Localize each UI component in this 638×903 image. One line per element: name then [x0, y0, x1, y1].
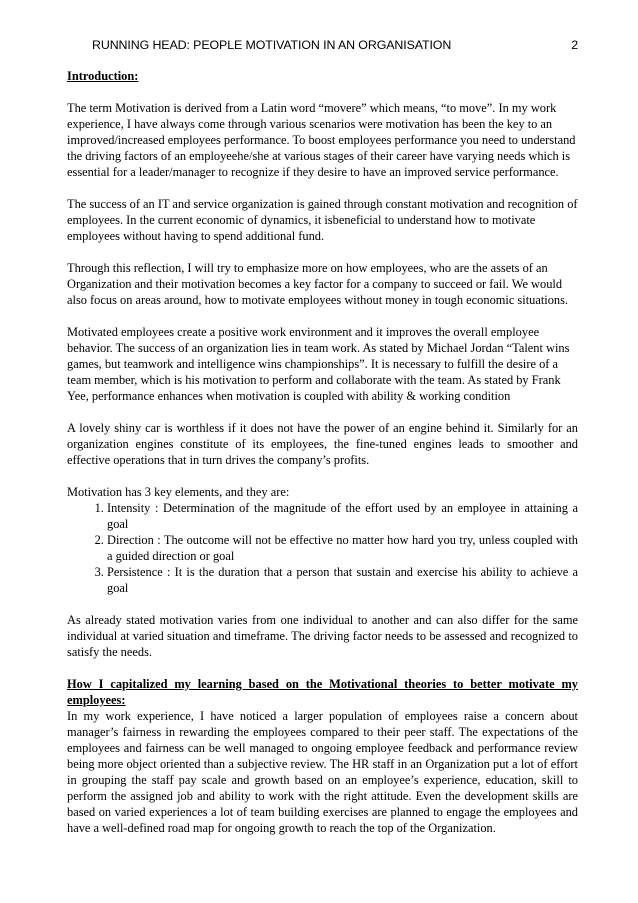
introduction-heading: Introduction:	[67, 69, 139, 83]
elements-intro: Motivation has 3 key elements, and they are:	[67, 485, 290, 499]
intro-closing-paragraph: As already stated motivation varies from one individual to another and can also differ for the same individual at varied situation and timeframe. The driving factor needs to be assessed and recognized to satisfy the needs.	[67, 613, 578, 659]
section2-paragraph: In my work experience, I have noticed a larger population of employees raise a concern about manager’s fairness in rewarding the employees compared to their peer staff. The expectations of the employees and fairness can be well managed to ongoing employee feedback and performance review being more object oriented than a subjective review. The HR staff in an Organization put a lot of effort in grouping the staff pay scale and growth based on an employee’s experience, education, skill to perform the assigned job and ability to work with the right attitude. Even the development skills are based on varied experiences a lot of team building exercises are planned to engage the employees and have a well-defined road map for ongoing growth to reach the top of the Organization.	[67, 709, 578, 835]
page-number: 2	[571, 38, 578, 52]
list-item: 2. Direction : The outcome will not be effective no matter how hard you try, unless coupled with a guided direction or goal	[107, 532, 578, 564]
list-item: 3. Persistence : It is the duration that a person that sustain and exercise his ability to achieve a goal	[107, 564, 578, 596]
intro-paragraph-2: The success of an IT and service organization is gained through constant motivation and recognition of employees. In the current economic of dynamics, it isbeneficial to understand how to motivate employees without having to spend additional fund.	[67, 197, 578, 243]
page-header	[92, 37, 578, 53]
intro-paragraph-5: A lovely shiny car is worthless if it does not have the power of an engine behind it. Similarly for an organization engines constitute of its employees, the fine-tuned engines leads to smoother and effective operations that in turn drives the company’s profits.	[67, 421, 578, 467]
intro-paragraph-4: Motivated employees create a positive work environment and it improves the overall employee behavior. The success of an organization lies in team work. As stated by Michael Jordan “Talent wins games, but teamwork and intelligence wins championships”. It is necessary to fulfill the desire of a team member, which is his motivation to perform and collaborate with the team. As stated by Frank Yee, performance enhances when motivation is coupled with ability & working condition	[67, 325, 570, 403]
intro-paragraph-1: The term Motivation is derived from a Latin word “movere” which means, “to move”. In my work experience, I have always come through various scenarios were motivation has been the key to an improved/increased employees performance. To boost employees performance you need to understand the driving factors of an employeehe/she at various stages of their career have varying needs which is essential for a leader/manager to recognize if they desire to have an improved service performance.	[67, 101, 576, 179]
list-item: 1. Intensity : Determination of the magnitude of the effort used by an employee in attaining a goal	[107, 500, 578, 532]
intro-paragraph-3: Through this reflection, I will try to emphasize more on how employees, who are the assets of an Organization and their motivation becomes a key factor for a company to succeed or fail. We would also focus on areas around, how to motivate employees without money in tough economic situations.	[67, 261, 569, 307]
document-body	[67, 68, 578, 852]
elements-list	[67, 500, 578, 596]
running-head: RUNNING HEAD: PEOPLE MOTIVATION IN AN ORGANISATION	[92, 38, 452, 52]
section2-heading: How I capitalized my learning based on the Motivational theories to better motivate my employees:	[67, 677, 578, 707]
